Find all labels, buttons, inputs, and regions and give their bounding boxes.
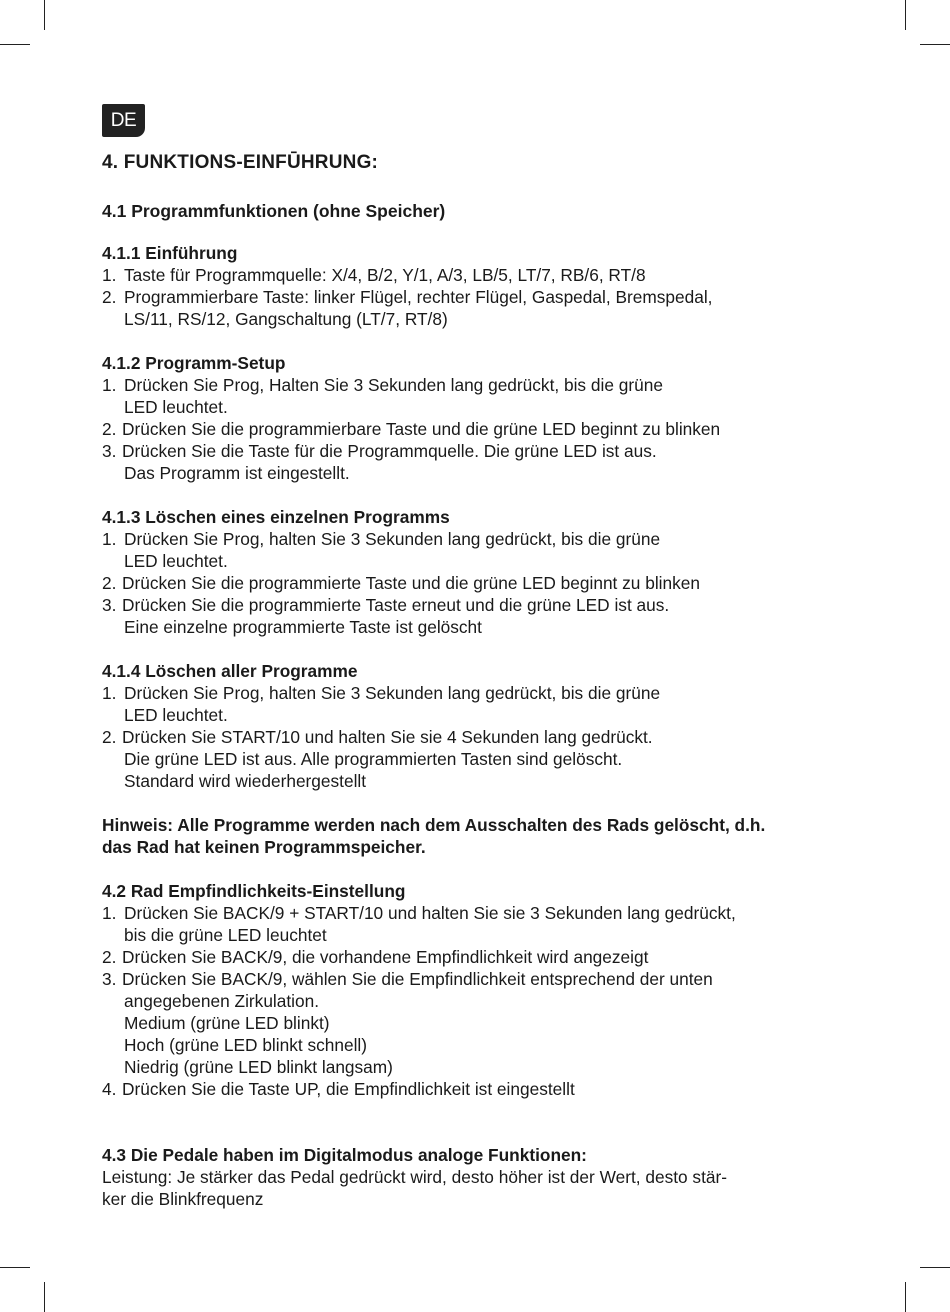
list-line: angegebenen Zirkulation. [124, 991, 320, 1011]
list-line: Hoch (grüne LED blinkt schnell) [124, 1035, 368, 1055]
list-line: Das Programm ist eingestellt. [124, 463, 350, 483]
list-line: LED leuchtet. [124, 705, 228, 725]
list-line: Programmierbare Taste: linker Flügel, rechter Flügel, Gaspedal, Bremspedal, [124, 287, 713, 307]
list-line: Drücken Sie START/10 und halten Sie sie 4 Sekunden lang gedrückt. [122, 727, 653, 747]
list-line: Drücken Sie Prog, halten Sie 3 Sekunden lang gedrückt, bis die grüne [124, 683, 661, 703]
list-line: Drücken Sie die Taste UP, die Empfindlichkeit ist eingestellt [122, 1079, 575, 1099]
body-line: ker die Blinkfrequenz [102, 1189, 264, 1209]
crop-mark-top-right-horizontal [920, 44, 950, 45]
list-number: 3. [102, 441, 117, 461]
language-badge: DE [102, 104, 145, 137]
list-line: Drücken Sie die Taste für die Programmquelle. Die grüne LED ist aus. [122, 441, 657, 461]
list-number: 2. [102, 727, 117, 747]
list-item [102, 440, 862, 484]
list-item [102, 682, 862, 726]
list-line: Niedrig (grüne LED blinkt langsam) [124, 1057, 393, 1077]
section-heading-4-1-2: 4.1.2 Programm-Setup [102, 353, 286, 373]
list-number: 3. [102, 595, 117, 615]
section-heading-4-3: 4.3 Die Pedale haben im Digitalmodus analoge Funktionen: [102, 1145, 587, 1165]
section-heading-4-1-1: 4.1.1 Einführung [102, 243, 238, 263]
list-number: 2. [102, 947, 117, 967]
list-item [102, 264, 862, 286]
list-line: LS/11, RS/12, Gangschaltung (LT/7, RT/8) [124, 309, 448, 329]
list-number: 2. [102, 419, 117, 439]
list-item [102, 572, 862, 594]
list-item [102, 946, 862, 968]
list-line: Drücken Sie Prog, halten Sie 3 Sekunden lang gedrückt, bis die grüne [124, 529, 661, 549]
list-line: Medium (grüne LED blinkt) [124, 1013, 330, 1033]
list-line: Drücken Sie Prog, Halten Sie 3 Sekunden lang gedrückt, bis die grüne [124, 375, 663, 395]
body-line: Leistung: Je stärker das Pedal gedrückt wird, desto höher ist der Wert, desto stär- [102, 1167, 727, 1187]
note-line: Hinweis: Alle Programme werden nach dem Ausschalten des Rads gelöscht, d.h. [102, 815, 766, 835]
chapter-title: 4. FUNKTIONS-EINFŪHRUNG: [102, 152, 379, 173]
list-number: 2. [102, 573, 117, 593]
list-line: Eine einzelne programmierte Taste ist gelöscht [124, 617, 482, 637]
list-line: Drücken Sie BACK/9, wählen Sie die Empfindlichkeit entsprechend der unten [122, 969, 713, 989]
list-item [102, 968, 862, 1078]
section-heading-4-1-3: 4.1.3 Löschen eines einzelnen Programms [102, 507, 450, 527]
list-line: Drücken Sie die programmierte Taste und die grüne LED beginnt zu blinken [122, 573, 700, 593]
crop-mark-bottom-right-horizontal [920, 1267, 950, 1268]
list-number: 1. [102, 683, 117, 703]
list-line: bis die grüne LED leuchtet [124, 925, 327, 945]
section-heading-4-1: 4.1 Programmfunktionen (ohne Speicher) [102, 201, 446, 221]
crop-mark-top-left-horizontal [0, 44, 30, 45]
list-number: 2. [102, 287, 117, 307]
list-number: 3. [102, 969, 117, 989]
list-line: Standard wird wiederhergestellt [124, 771, 367, 791]
manual-content [102, 150, 862, 1210]
list-line: Drücken Sie BACK/9, die vorhandene Empfindlichkeit wird angezeigt [122, 947, 649, 967]
list-line: Drücken Sie BACK/9 + START/10 und halten Sie sie 3 Sekunden lang gedrückt, [124, 903, 736, 923]
list-item [102, 726, 862, 792]
list-number: 4. [102, 1079, 117, 1099]
list-number: 1. [102, 375, 117, 395]
section-heading-4-2: 4.2 Rad Empfindlichkeits-Einstellung [102, 881, 406, 901]
list-line: Drücken Sie die programmierte Taste erneut und die grüne LED ist aus. [122, 595, 670, 615]
list-number: 1. [102, 265, 117, 285]
note-line: das Rad hat keinen Programmspeicher. [102, 837, 426, 857]
list-line: Drücken Sie die programmierbare Taste und die grüne LED beginnt zu blinken [122, 419, 721, 439]
crop-mark-top-right-vertical [905, 0, 906, 30]
crop-mark-bottom-right-vertical [905, 1282, 906, 1312]
list-number: 1. [102, 529, 117, 549]
crop-mark-bottom-left-horizontal [0, 1267, 30, 1268]
list-line: LED leuchtet. [124, 551, 228, 571]
list-item [102, 594, 862, 638]
crop-mark-top-left-vertical [44, 0, 45, 30]
list-item [102, 374, 862, 418]
list-line: Taste für Programmquelle: X/4, B/2, Y/1, A/3, LB/5, LT/7, RB/6, RT/8 [124, 265, 646, 285]
list-line: Die grüne LED ist aus. Alle programmierten Tasten sind gelöscht. [124, 749, 623, 769]
list-item [102, 418, 862, 440]
list-item [102, 286, 862, 330]
list-line: LED leuchtet. [124, 397, 228, 417]
list-item [102, 902, 862, 946]
list-item [102, 1078, 862, 1100]
crop-mark-bottom-left-vertical [44, 1282, 45, 1312]
section-heading-4-1-4: 4.1.4 Löschen aller Programme [102, 661, 358, 681]
list-item [102, 528, 862, 572]
list-number: 1. [102, 903, 117, 923]
